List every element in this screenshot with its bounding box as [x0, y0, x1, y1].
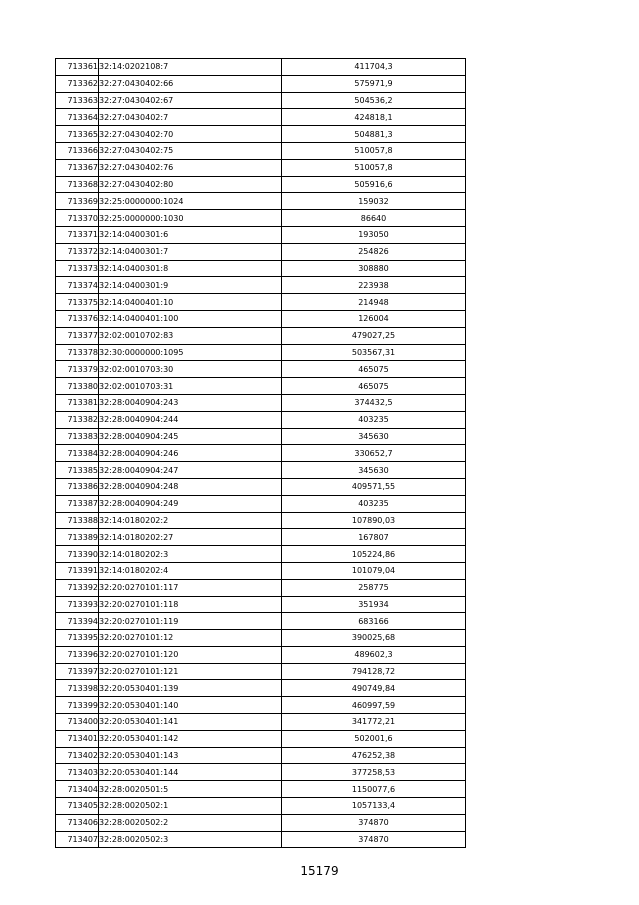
table-row — [56, 344, 466, 361]
cadastral-number-cell: 32:20:0270101:12 — [99, 630, 282, 647]
value-cell: 794128,72 — [282, 663, 466, 680]
value-cell: 345630 — [282, 428, 466, 445]
cadastral-number-cell: 32:14:0180202:2 — [99, 512, 282, 529]
value-cell: 502001,6 — [282, 730, 466, 747]
row-id-cell: 713400 — [56, 714, 99, 731]
table-row — [56, 478, 466, 495]
row-id-cell: 713372 — [56, 243, 99, 260]
cadastral-number-cell: 32:20:0530401:143 — [99, 747, 282, 764]
row-id-cell: 713363 — [56, 92, 99, 109]
cadastral-number-cell: 32:20:0530401:142 — [99, 730, 282, 747]
value-cell: 409571,55 — [282, 478, 466, 495]
row-id-cell: 713404 — [56, 781, 99, 798]
row-id-cell: 713392 — [56, 579, 99, 596]
row-id-cell: 713386 — [56, 478, 99, 495]
row-id-cell: 713391 — [56, 562, 99, 579]
value-cell: 374870 — [282, 814, 466, 831]
cadastral-number-cell: 32:28:0040904:246 — [99, 445, 282, 462]
table-row — [56, 747, 466, 764]
row-id-cell: 713395 — [56, 630, 99, 647]
table-row — [56, 260, 466, 277]
cadastral-number-cell: 32:27:0430402:7 — [99, 109, 282, 126]
cadastral-number-cell: 32:14:0180202:27 — [99, 529, 282, 546]
table-row — [56, 75, 466, 92]
cadastral-number-cell: 32:27:0430402:70 — [99, 126, 282, 143]
value-cell: 377258,53 — [282, 764, 466, 781]
value-cell: 341772,21 — [282, 714, 466, 731]
row-id-cell: 713366 — [56, 142, 99, 159]
cadastral-number-cell: 32:27:0430402:67 — [99, 92, 282, 109]
value-cell: 465075 — [282, 361, 466, 378]
cadastral-number-cell: 32:14:0400301:7 — [99, 243, 282, 260]
table-row — [56, 462, 466, 479]
table-row — [56, 394, 466, 411]
row-id-cell: 713362 — [56, 75, 99, 92]
table-row — [56, 109, 466, 126]
table-row — [56, 613, 466, 630]
table-row — [56, 159, 466, 176]
table-row — [56, 243, 466, 260]
data-table — [55, 58, 466, 848]
row-id-cell: 713377 — [56, 327, 99, 344]
row-id-cell: 713387 — [56, 495, 99, 512]
table-row — [56, 126, 466, 143]
cadastral-number-cell: 32:28:0040904:247 — [99, 462, 282, 479]
row-id-cell: 713397 — [56, 663, 99, 680]
table-row — [56, 714, 466, 731]
cadastral-number-cell: 32:20:0530401:141 — [99, 714, 282, 731]
value-cell: 86640 — [282, 210, 466, 227]
row-id-cell: 713376 — [56, 310, 99, 327]
row-id-cell: 713399 — [56, 697, 99, 714]
table-row — [56, 596, 466, 613]
value-cell: 345630 — [282, 462, 466, 479]
cadastral-number-cell: 32:20:0270101:118 — [99, 596, 282, 613]
value-cell: 489602,3 — [282, 646, 466, 663]
row-id-cell: 713364 — [56, 109, 99, 126]
value-cell: 107890,03 — [282, 512, 466, 529]
table-row — [56, 512, 466, 529]
table-row — [56, 193, 466, 210]
table-row — [56, 226, 466, 243]
row-id-cell: 713381 — [56, 394, 99, 411]
cadastral-number-cell: 32:14:0400301:6 — [99, 226, 282, 243]
table-row — [56, 327, 466, 344]
row-id-cell: 713370 — [56, 210, 99, 227]
cadastral-number-cell: 32:25:0000000:1024 — [99, 193, 282, 210]
row-id-cell: 713403 — [56, 764, 99, 781]
table-row — [56, 546, 466, 563]
table-row — [56, 361, 466, 378]
table-row — [56, 411, 466, 428]
row-id-cell: 713385 — [56, 462, 99, 479]
value-cell: 193050 — [282, 226, 466, 243]
cadastral-number-cell: 32:14:0180202:4 — [99, 562, 282, 579]
value-cell: 308880 — [282, 260, 466, 277]
value-cell: 159032 — [282, 193, 466, 210]
value-cell: 683166 — [282, 613, 466, 630]
table-row — [56, 764, 466, 781]
table-row — [56, 646, 466, 663]
value-cell: 374432,5 — [282, 394, 466, 411]
table-row — [56, 663, 466, 680]
row-id-cell: 713379 — [56, 361, 99, 378]
row-id-cell: 713378 — [56, 344, 99, 361]
cadastral-number-cell: 32:20:0270101:120 — [99, 646, 282, 663]
value-cell: 101079,04 — [282, 562, 466, 579]
value-cell: 403235 — [282, 495, 466, 512]
cadastral-number-cell: 32:20:0270101:117 — [99, 579, 282, 596]
row-id-cell: 713384 — [56, 445, 99, 462]
row-id-cell: 713375 — [56, 294, 99, 311]
value-cell: 490749,84 — [282, 680, 466, 697]
cadastral-number-cell: 32:28:0040904:245 — [99, 428, 282, 445]
value-cell: 254826 — [282, 243, 466, 260]
cadastral-number-cell: 32:14:0400401:10 — [99, 294, 282, 311]
table-row — [56, 697, 466, 714]
cadastral-number-cell: 32:14:0180202:3 — [99, 546, 282, 563]
table-row — [56, 680, 466, 697]
table-row — [56, 277, 466, 294]
value-cell: 503567,31 — [282, 344, 466, 361]
row-id-cell: 713367 — [56, 159, 99, 176]
row-id-cell: 713406 — [56, 814, 99, 831]
value-cell: 126004 — [282, 310, 466, 327]
value-cell: 390025,68 — [282, 630, 466, 647]
value-cell: 504536,2 — [282, 92, 466, 109]
value-cell: 424818,1 — [282, 109, 466, 126]
cadastral-number-cell: 32:28:0020502:3 — [99, 831, 282, 848]
cadastral-number-cell: 32:27:0430402:75 — [99, 142, 282, 159]
cadastral-number-cell: 32:27:0430402:80 — [99, 176, 282, 193]
value-cell: 223938 — [282, 277, 466, 294]
value-cell: 460997,59 — [282, 697, 466, 714]
table-row — [56, 814, 466, 831]
cadastral-number-cell: 32:02:0010703:30 — [99, 361, 282, 378]
row-id-cell: 713390 — [56, 546, 99, 563]
value-cell: 258775 — [282, 579, 466, 596]
row-id-cell: 713373 — [56, 260, 99, 277]
row-id-cell: 713368 — [56, 176, 99, 193]
table-row — [56, 310, 466, 327]
value-cell: 167807 — [282, 529, 466, 546]
value-cell: 504881,3 — [282, 126, 466, 143]
cadastral-number-cell: 32:14:0400301:9 — [99, 277, 282, 294]
cadastral-number-cell: 32:20:0270101:119 — [99, 613, 282, 630]
table-row — [56, 378, 466, 395]
value-cell: 1057133,4 — [282, 798, 466, 815]
value-cell: 510057,8 — [282, 159, 466, 176]
table-row — [56, 142, 466, 159]
cadastral-number-cell: 32:28:0020501:5 — [99, 781, 282, 798]
value-cell: 465075 — [282, 378, 466, 395]
value-cell: 403235 — [282, 411, 466, 428]
cadastral-number-cell: 32:30:0000000:1095 — [99, 344, 282, 361]
cadastral-number-cell: 32:25:0000000:1030 — [99, 210, 282, 227]
row-id-cell: 713394 — [56, 613, 99, 630]
cadastral-number-cell: 32:28:0040904:249 — [99, 495, 282, 512]
value-cell: 476252,38 — [282, 747, 466, 764]
row-id-cell: 713401 — [56, 730, 99, 747]
value-cell: 510057,8 — [282, 142, 466, 159]
value-cell: 374870 — [282, 831, 466, 848]
table-row — [56, 529, 466, 546]
value-cell: 505916,6 — [282, 176, 466, 193]
value-cell: 330652,7 — [282, 445, 466, 462]
cadastral-number-cell: 32:28:0040904:248 — [99, 478, 282, 495]
row-id-cell: 713365 — [56, 126, 99, 143]
row-id-cell: 713388 — [56, 512, 99, 529]
cadastral-number-cell: 32:20:0530401:139 — [99, 680, 282, 697]
table-body — [56, 59, 466, 848]
cadastral-number-cell: 32:02:0010702:83 — [99, 327, 282, 344]
row-id-cell: 713383 — [56, 428, 99, 445]
value-cell: 575971,9 — [282, 75, 466, 92]
row-id-cell: 713405 — [56, 798, 99, 815]
cadastral-number-cell: 32:20:0270101:121 — [99, 663, 282, 680]
table-row — [56, 294, 466, 311]
table-row — [56, 798, 466, 815]
table-row — [56, 445, 466, 462]
table-row — [56, 579, 466, 596]
row-id-cell: 713402 — [56, 747, 99, 764]
table-row — [56, 92, 466, 109]
value-cell: 411704,3 — [282, 59, 466, 76]
row-id-cell: 713380 — [56, 378, 99, 395]
table-row — [56, 831, 466, 848]
cadastral-number-cell: 32:14:0202108:7 — [99, 59, 282, 76]
page-number: 15179 — [300, 864, 339, 878]
row-id-cell: 713371 — [56, 226, 99, 243]
cadastral-number-cell: 32:14:0400401:100 — [99, 310, 282, 327]
value-cell: 214948 — [282, 294, 466, 311]
table-row — [56, 730, 466, 747]
value-cell: 1150077,6 — [282, 781, 466, 798]
cadastral-number-cell: 32:28:0020502:1 — [99, 798, 282, 815]
cadastral-number-cell: 32:20:0530401:144 — [99, 764, 282, 781]
cadastral-number-cell: 32:28:0020502:2 — [99, 814, 282, 831]
row-id-cell: 713396 — [56, 646, 99, 663]
table-row — [56, 495, 466, 512]
table-row — [56, 59, 466, 76]
row-id-cell: 713361 — [56, 59, 99, 76]
table-row — [56, 781, 466, 798]
value-cell: 479027,25 — [282, 327, 466, 344]
cadastral-number-cell: 32:14:0400301:8 — [99, 260, 282, 277]
table-row — [56, 176, 466, 193]
row-id-cell: 713369 — [56, 193, 99, 210]
row-id-cell: 713382 — [56, 411, 99, 428]
row-id-cell: 713374 — [56, 277, 99, 294]
cadastral-number-cell: 32:28:0040904:244 — [99, 411, 282, 428]
cadastral-number-cell: 32:27:0430402:66 — [99, 75, 282, 92]
row-id-cell: 713407 — [56, 831, 99, 848]
table-row — [56, 562, 466, 579]
value-cell: 105224,86 — [282, 546, 466, 563]
table-row — [56, 428, 466, 445]
row-id-cell: 713398 — [56, 680, 99, 697]
cadastral-number-cell: 32:20:0530401:140 — [99, 697, 282, 714]
cadastral-number-cell: 32:02:0010703:31 — [99, 378, 282, 395]
value-cell: 351934 — [282, 596, 466, 613]
table-row — [56, 630, 466, 647]
row-id-cell: 713393 — [56, 596, 99, 613]
row-id-cell: 713389 — [56, 529, 99, 546]
table-row — [56, 210, 466, 227]
cadastral-number-cell: 32:28:0040904:243 — [99, 394, 282, 411]
cadastral-number-cell: 32:27:0430402:76 — [99, 159, 282, 176]
